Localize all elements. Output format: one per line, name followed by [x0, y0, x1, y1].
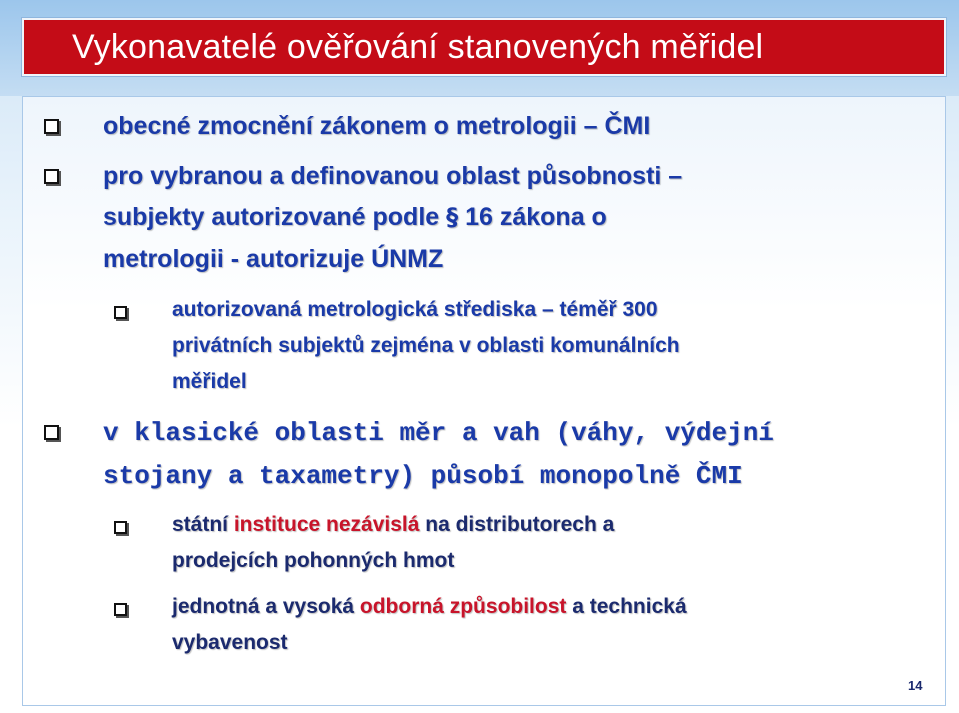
bullet-3b-highlight: odborná způsobilost	[359, 595, 567, 618]
paragraph-sign: §	[446, 203, 459, 231]
bullet-2a-line-3: měřidel	[172, 370, 247, 393]
checkbox-bullet-icon	[114, 521, 127, 534]
checkbox-bullet-icon	[44, 169, 59, 184]
bullet-3b-line-1-post: a technická	[566, 595, 687, 618]
checkbox-bullet-icon	[114, 306, 127, 319]
bullet-3a-highlight: instituce nezávislá	[233, 513, 420, 536]
title-bar	[22, 18, 946, 76]
bullet-3a-line-1-post: na distributorech a	[419, 513, 615, 536]
checkbox-bullet-icon	[44, 119, 59, 134]
bullet-3-line-1: v klasické oblasti měr a vah (váhy, výdejní	[103, 418, 774, 448]
bullet-1-line-1: obecné zmocnění zákonem o metrologii – ČMI	[103, 112, 651, 140]
bullet-2a-line-1: autorizovaná metrologická střediska – téměř 300	[172, 298, 658, 321]
bullet-2a-line-2: privátních subjektů zejména v oblasti komunálních	[172, 334, 680, 357]
slide-title: Vykonavatelé ověřování stanovených měřidel	[72, 28, 764, 66]
checkbox-bullet-icon	[114, 603, 127, 616]
bullet-3a-line-2: prodejcích pohonných hmot	[172, 549, 455, 572]
checkbox-bullet-icon	[44, 425, 59, 440]
bullet-2-line-2	[103, 203, 607, 232]
bullet-3a-line-1-pre: státní	[172, 513, 234, 536]
bullet-3b-line-1	[172, 595, 687, 619]
page-number: 14	[908, 678, 923, 693]
bullet-2-line-2-pre: subjekty autorizované podle	[103, 203, 447, 231]
bullet-3b-line-1-pre: jednotná a vysoká	[172, 595, 360, 618]
bullet-2-line-3: metrologii - autorizuje ÚNMZ	[103, 245, 444, 273]
bullet-3a-line-1	[172, 513, 614, 537]
bullet-2-line-1: pro vybranou a definovanou oblast působnosti –	[103, 162, 683, 190]
bullet-2-line-2-post: 16 zákona o	[458, 203, 607, 231]
bullet-3b-line-2: vybavenost	[172, 631, 288, 654]
bullet-3-line-2: stojany a taxametry) působí monopolně ČMI	[103, 461, 743, 491]
